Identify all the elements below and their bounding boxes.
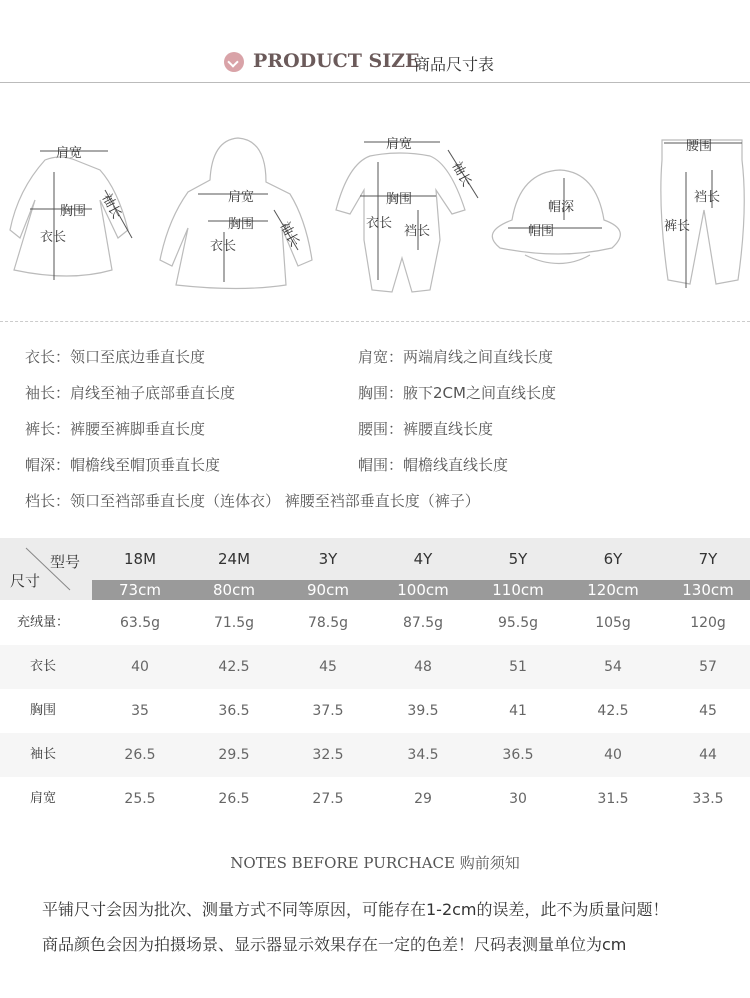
- diagram1-chest-label: 胸围: [60, 204, 87, 219]
- section-divider: [0, 321, 750, 322]
- diagram1-length-label: 衣长: [40, 230, 67, 245]
- def-crotch: 档长：领口至裆部垂直长度（连体衣） 裤腰至裆部垂直长度（裤子）: [25, 492, 480, 510]
- def-waist: 腰围：裤腰直线长度: [358, 420, 494, 438]
- table-cell: 40: [131, 659, 149, 675]
- table-row: [0, 601, 750, 645]
- def-shoulder: 肩宽：两端肩线之间直线长度: [358, 348, 554, 366]
- table-cell: 26.5: [124, 747, 156, 763]
- table-cell: 87.5g: [402, 615, 444, 631]
- diagram3-chest-label: 胸围: [386, 192, 413, 207]
- table-row: [0, 645, 750, 689]
- page-title-en: PRODUCT SIZE: [253, 50, 420, 72]
- table-cell: 57: [699, 659, 717, 675]
- heart-icon: [224, 52, 244, 72]
- table-cell: 105g: [595, 615, 631, 631]
- row-label: 肩宽: [29, 791, 56, 806]
- table-cell: 42.5: [597, 703, 629, 719]
- table-cell: 32.5: [312, 747, 344, 763]
- height-cell: 120cm: [587, 581, 639, 599]
- height-cell: 130cm: [682, 581, 734, 599]
- size-col-header: 18M: [123, 550, 157, 568]
- diagram3-length-label: 衣长: [366, 216, 393, 231]
- diagram2-shoulder-label: 肩宽: [228, 190, 255, 205]
- table-cell: 45: [699, 703, 717, 719]
- diagram1-sleeve-label: 袖长: [98, 191, 124, 222]
- height-cell: 73cm: [119, 581, 161, 599]
- size-col-header: 3Y: [318, 550, 338, 568]
- corner-size-label: 尺寸: [10, 572, 41, 590]
- page-header: [0, 0, 750, 83]
- table-cell: 36.5: [218, 703, 250, 719]
- table-cell: 39.5: [407, 703, 439, 719]
- table-cell: 42.5: [218, 659, 250, 675]
- table-cell: 95.5g: [497, 615, 539, 631]
- table-cell: 40: [604, 747, 622, 763]
- diagram3-shoulder-label: 肩宽: [386, 137, 413, 152]
- diagram4-circ-label: 帽围: [528, 224, 555, 239]
- table-cell: 27.5: [312, 791, 344, 807]
- table-cell: 29.5: [218, 747, 250, 763]
- size-col-header: 5Y: [508, 550, 528, 568]
- diagram3-sleeve-label: 袖长: [448, 159, 474, 190]
- diagram1-shoulder-label: 肩宽: [56, 146, 83, 161]
- def-chest: 胸围：腋下2CM之间直线长度: [358, 384, 556, 402]
- table-cell: 36.5: [502, 747, 534, 763]
- notes-title: NOTES BEFORE PURCHACE 购前须知: [230, 854, 520, 872]
- row-label: 衣长: [29, 659, 56, 674]
- page-title-cn: 商品尺寸表: [414, 55, 495, 74]
- def-length: 衣长：领口至底边垂直长度: [25, 348, 206, 366]
- corner-model-label: 型号: [50, 553, 81, 571]
- table-cell: 29: [414, 791, 432, 807]
- table-cell: 25.5: [124, 791, 156, 807]
- table-cell: 26.5: [218, 791, 250, 807]
- table-cell: 120g: [690, 615, 726, 631]
- row-label: 充绒量：: [16, 615, 69, 630]
- diagram3-crotch-label: 裆长: [404, 224, 431, 239]
- table-cell: 31.5: [597, 791, 629, 807]
- table-cell: 78.5g: [307, 615, 349, 631]
- diagram4-depth-label: 帽深: [548, 200, 575, 215]
- size-table-header: [0, 538, 750, 600]
- table-cell: 30: [509, 791, 527, 807]
- def-pants: 裤长：裤腰至裤脚垂直长度: [25, 420, 206, 438]
- table-cell: 44: [699, 747, 717, 763]
- size-col-header: 4Y: [413, 550, 433, 568]
- size-col-header: 6Y: [603, 550, 623, 568]
- table-cell: 71.5g: [213, 615, 255, 631]
- note-line: 商品颜色会因为拍摄场景、显示器显示效果存在一定的色差！尺码表测量单位为cm: [42, 935, 627, 954]
- diagram2-sleeve-label: 袖长: [276, 219, 302, 250]
- table-cell: 45: [319, 659, 337, 675]
- table-cell: 48: [414, 659, 432, 675]
- table-cell: 35: [131, 703, 149, 719]
- diagram5-waist-label: 腰围: [686, 139, 713, 154]
- def-sleeve: 袖长：肩线至袖子底部垂直长度: [25, 384, 236, 402]
- garment-diagrams: [0, 120, 750, 300]
- table-cell: 54: [604, 659, 622, 675]
- diagram2-length-label: 衣长: [210, 239, 237, 254]
- def-hat-circ: 帽围：帽檐线直线长度: [358, 456, 509, 474]
- row-label: 袖长: [29, 747, 56, 762]
- table-cell: 33.5: [692, 791, 724, 807]
- table-cell: 63.5g: [119, 615, 161, 631]
- diagram5-crotch-label: 裆长: [694, 190, 721, 205]
- size-col-header: 24M: [217, 550, 251, 568]
- table-cell: 37.5: [312, 703, 344, 719]
- table-cell: 51: [509, 659, 527, 675]
- table-cell: 34.5: [407, 747, 439, 763]
- height-cell: 100cm: [397, 581, 449, 599]
- row-label: 胸围: [29, 703, 56, 718]
- note-line: 平铺尺寸会因为批次、测量方式不同等原因，可能存在1-2cm的误差，此不为质量问题！: [42, 900, 669, 919]
- height-cell: 90cm: [307, 581, 349, 599]
- def-hat-depth: 帽深：帽檐线至帽顶垂直长度: [25, 456, 221, 474]
- diagram2-chest-label: 胸围: [228, 217, 255, 232]
- table-cell: 41: [509, 703, 527, 719]
- size-col-header: 7Y: [698, 550, 718, 568]
- diagram5-pants-label: 裤长: [664, 219, 691, 234]
- table-row: [0, 733, 750, 777]
- table-row: [0, 777, 750, 821]
- height-cell: 110cm: [492, 581, 544, 599]
- table-row: [0, 689, 750, 733]
- height-cell: 80cm: [213, 581, 255, 599]
